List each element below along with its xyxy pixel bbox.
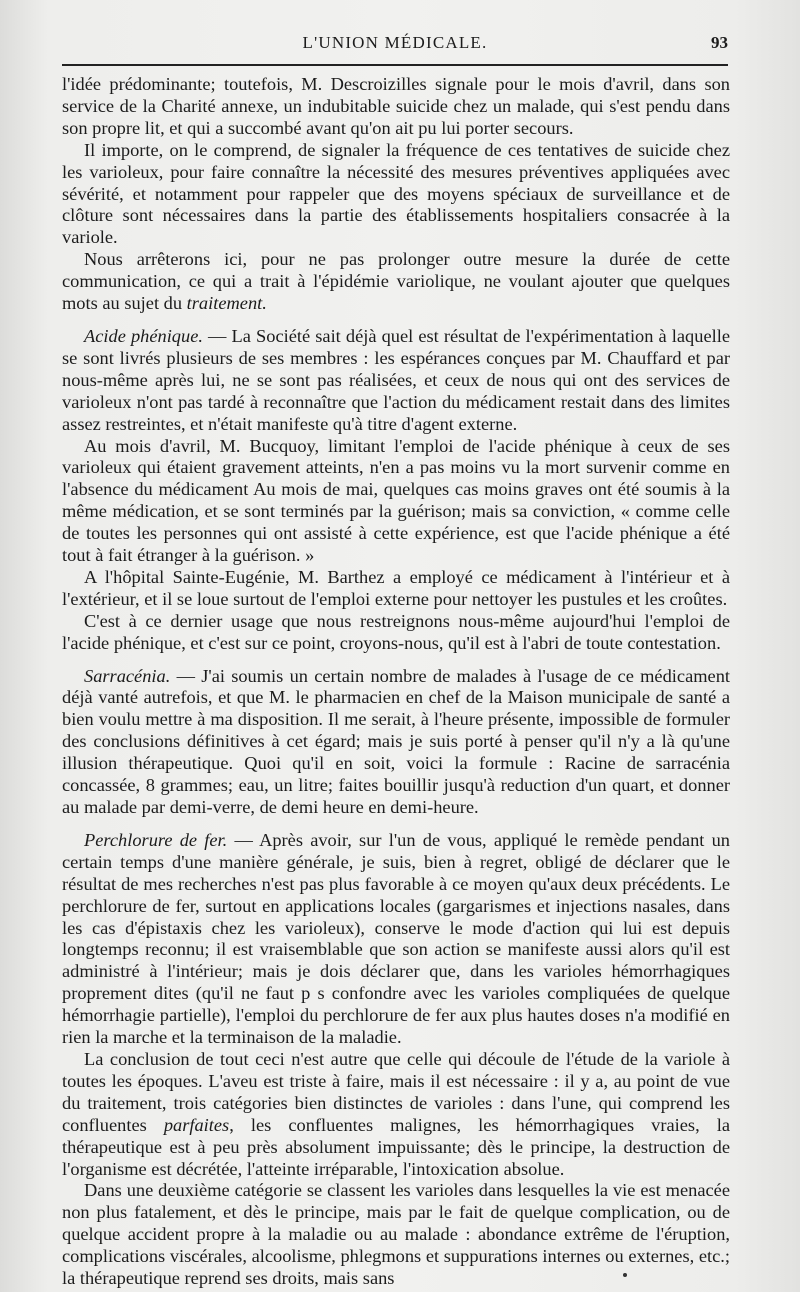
paragraph: C'est à ce dernier usage que nous restreignons nous-même aujourd'hui l'emploi de l'acide phénique, et c'est sur ce point, croyons-nous, qu'il est à l'abri de toute contestation.: [62, 610, 730, 653]
dash: —: [227, 829, 260, 850]
paragraph: A l'hôpital Sainte-Eugénie, M. Barthez a employé ce médicament à l'intérieur et à l'extérieur, et il se loue surtout de l'emploi externe pour nettoyer les pustules et les croûtes.: [62, 566, 730, 609]
page-number: 93: [711, 33, 728, 52]
paragraph: Dans une deuxième catégorie se classent les varioles dans lesquelles la vie est menacée non plus fatalement, et dès le principe, mais par le fait de quelque complication, ou de quelque accident propre à la maladie ou au malade : abondance extrême de l'éruption, complications viscérales, alcoolisme, phlegmons et suppurations internes ou externes, etc.; la thérapeutique reprend ses droits, mais sans: [62, 1180, 730, 1289]
paragraph: Au mois d'avril, M. Bucquoy, limitant l'emploi de l'acide phénique à ceux de ses varioleux qui étaient gravement atteints, n'en a pas moins vu la mort survenir comme en l'absence du médicament Au mois de mai, quelques cas moins graves ont été soumis à la même médication, et se sont terminés par la guérison; mais sa conviction, « comme celle de toutes les personnes qui ont assisté à cette expérience, est que l'acide phénique a été tout à fait étranger à la guérison. »: [62, 435, 730, 566]
ink-dot: [623, 1273, 627, 1277]
paragraph-text: La Société sait déjà quel est résultat de l'expérimentation à laquelle se sont livrés plusieurs de ses membres : les espérances conçues par M. Chauffard et par nous-même après lui, ne se sont pas réalisées, et ceux de nous qui ont des services de varioleux n'ont pas tardé à reconnaître que l'action du médicament restait dans des limites assez restreintes, et n'était manifeste qu'à titre d'agent externe.: [62, 325, 730, 434]
emphasis-traitement: traitement.: [186, 293, 267, 314]
paragraph-acide-phenique: [62, 326, 730, 436]
paragraph-perchlorure: [62, 830, 730, 1049]
section-title-acide-phenique: Acide phénique.: [84, 325, 203, 346]
section-title-perchlorure: Perchlorure de fer.: [84, 829, 228, 850]
body-text: [62, 74, 730, 1290]
paragraph-text: La conclusion de tout ceci n'est autre que celle qui découle de l'étude de la variole à toutes les époques. L'aveu est triste à faire, mais il est nécessaire : il y a, au point de vue du traitement, trois catégories bien distinctes de varioles : dans l'une, qui comprend les confluentes: [62, 1048, 730, 1135]
paragraph-text: , les confluentes malignes, les hémorrhagiques vraies, la thérapeutique est à peu près absolument impuissante; dès le principe, la destruction de l'organisme est décrétée, l'atteinte irréparable, l'intoxication absolue.: [62, 1114, 730, 1179]
paragraph-text: Nous arrêterons ici, pour ne pas prolonger outre mesure la durée de cette communication, ce qui a trait à l'épidémie variolique, ne voulant ajouter que quelques mots au sujet du: [62, 249, 730, 314]
paragraph-text: J'ai soumis un certain nombre de malades à l'usage de ce médicament déjà vanté autrefois, et que M. le pharmacien en chef de la Maison municipale de santé a bien voulu mettre à ma disposition. Il me serait, à l'heure présente, impossible de formuler des conclusions définitives à cet égard; mais je suis porté à penser qu'il n'y a là qu'une illusion thérapeutique. Quoi qu'il en soit, voici la formule : Racine de sarracénia concassée, 8 grammes; eau, un litre; faites bouillir jusqu'à reduction d'un quart, et donner au malade par demi-verre, de demi heure en demi-heure.: [62, 665, 730, 817]
page-header: [62, 33, 728, 59]
paragraph: [62, 249, 730, 315]
paragraph-sarracenia: [62, 666, 730, 819]
paragraph: Il importe, on le comprend, de signaler la fréquence de ces tentatives de suicide chez les varioleux, pour faire connaître la nécessité des mesures préventives appliquées avec sévérité, et notamment pour rappeler que des moyens spéciaux de surveillance et de clôture sont nécessaires dans la partie des établissements hospitaliers consacrée à la variole.: [62, 139, 730, 248]
paragraph-text: Après avoir, sur l'un de vous, appliqué le remède pendant un certain temps d'une manière générale, je suis, bien à regret, obligé de déclarer que le résultat de mes recherches n'est pas plus favorable à ce moyen qu'aux deux précédents. Le perchlorure de fer, surtout en applications locales (gargarismes et injections nasales, dans les cas d'épistaxis chez les varioleux), conserve le mode d'action qui lui est depuis longtemps reconnu; il est vraisemblable que son action se manifeste aussi alors qu'il est administré à l'intérieur; mais je dois déclarer que, dans les varioles hémorrhagiques proprement dites (qu'il ne faut p s confondre avec les varioles compliquées de quelque hémorrhagie partielle), l'emploi du perchlorure de fer aux plus hautes doses n'a modifié en rien la marche et la terminaison de la maladie.: [62, 829, 730, 1048]
emphasis-parfaites: parfaites: [163, 1114, 230, 1135]
running-title: L'UNION MÉDICALE.: [302, 33, 488, 52]
section-title-sarracenia: Sarracénia.: [84, 665, 171, 686]
header-rule: [62, 64, 728, 66]
paragraph: l'idée prédominante; toutefois, M. Descroizilles signale pour le mois d'avril, dans son service de la Charité annexe, un indubitable suicide chez un malade, qui s'est pendu dans son propre lit, et qui a succombé avant qu'on ait pu lui porter secours.: [62, 74, 730, 138]
paragraph: [62, 1049, 730, 1180]
dash: —: [202, 325, 232, 346]
dash: —: [170, 665, 202, 686]
